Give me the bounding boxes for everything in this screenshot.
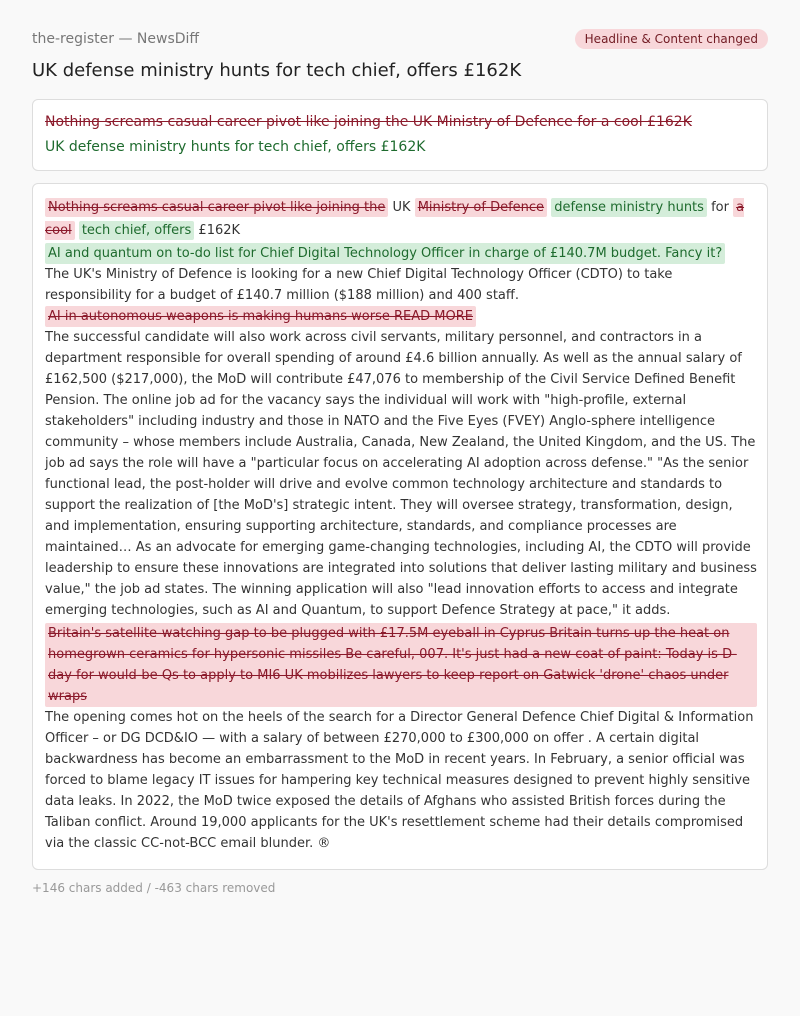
unchanged-segment: £162K	[194, 223, 241, 238]
deleted-segment: Ministry of Defence	[415, 198, 547, 217]
deleted-segment: Nothing screams casual career pivot like joining the	[45, 198, 388, 217]
removed-related-links: Britain's satellite-watching gap to be plugged with £17.5M eyeball in Cyprus Britain turns up the heat on homegrown ceramics for hypersonic missiles Be careful, 007. It's just had a new coat of paint: Today is D-day for would-be Qs to apply to MI6 UK mobilizes lawyers to keep report on Gatwick 'drone' chaos under wraps	[45, 623, 757, 707]
inserted-subhead: AI and quantum on to-do list for Chief Digital Technology Officer in charge of £140.7M budget. Fancy it?	[45, 243, 725, 264]
diff-stats: +146 chars added / -463 chars removed	[32, 881, 276, 895]
headline-inline-diff	[45, 196, 757, 242]
new-headline: UK defense ministry hunts for tech chief, offers £162K	[45, 139, 426, 155]
unchanged-segment: for	[706, 200, 734, 215]
paragraph-3: The opening comes hot on the heels of the search for a Director General Defence Chief Digital & Information Officer – or DG DCD&IO — with a salary of between £270,000 to £300,000 on offer . A certain digital backwardness has become an embarrassment to the MoD in recent years. In February, a senior official was forced to blame legacy IT issues for hampering key technical measures designed to prevent highly sensitive data leaks. In 2022, the MoD twice exposed the details of Afghans who assisted British forces during the Taliban conflict. Around 19,000 applicants for the UK's resettlement scheme had their details compromised via the classic CC-not-BCC email blunder. ®	[45, 710, 754, 851]
inserted-segment: tech chief, offers	[79, 221, 194, 240]
source-label: the-register — NewsDiff	[32, 31, 200, 47]
paragraph-1: The UK's Ministry of Defence is looking for a new Chief Digital Technology Officer (CDTO) to take responsibility for a budget of £140.7 million ($188 million) and 400 staff.	[45, 267, 673, 303]
headline-diff-card	[32, 99, 768, 171]
removed-link-row	[45, 306, 757, 327]
page-title: UK defense ministry hunts for tech chief, offers £162K	[32, 60, 522, 81]
old-headline: Nothing screams casual career pivot like joining the UK Ministry of Defence for a cool £162K	[45, 114, 692, 130]
header-row	[32, 28, 768, 50]
content-diff-body	[45, 196, 757, 854]
removed-read-more-link: AI in autonomous weapons is making humans worse READ MORE	[45, 306, 476, 327]
change-status-badge: Headline & Content changed	[575, 29, 768, 49]
subhead-row	[45, 243, 757, 264]
unchanged-segment: UK	[388, 200, 415, 215]
inserted-segment: defense ministry hunts	[551, 198, 707, 217]
deleted-segment: a cool	[45, 200, 745, 238]
paragraph-2: The successful candidate will also work across civil servants, military personnel, and contractors in a department responsible for overall spending of around £4.6 billion annually. As well as the annual salary of £162,500 ($217,000), the MoD will contribute £47,076 to membership of the Civil Service Defined Benefit Pension. The online job ad for the vacancy says the individual will work with "high-profile, external stakeholders" including industry and those in NATO and the Five Eyes (FVEY) Anglo-sphere intelligence community – whose members include Australia, Canada, New Zealand, the United Kingdom, and the US. The job ad says the role will have a "particular focus on accelerating AI adoption across defense." "As the senior functional lead, the post-holder will drive and evolve common technology architecture and standards to support the realization of [the MoD's] strategic intent. They will oversee strategy, transformation, design, and implementation, ensuring supporting architecture, standards, and compliance processes are maintained… As an advocate for emerging game-changing technologies, including AI, the CDTO will provide leadership to ensure these innovations are integrated into solutions that deliver lasting military and business value," the job ad states. The winning application will also "lead innovation efforts to access and integrate emerging technologies, such as AI and Quantum, to support Defence Strategy at pace," it adds.	[45, 330, 757, 618]
content-diff-card	[32, 183, 768, 870]
